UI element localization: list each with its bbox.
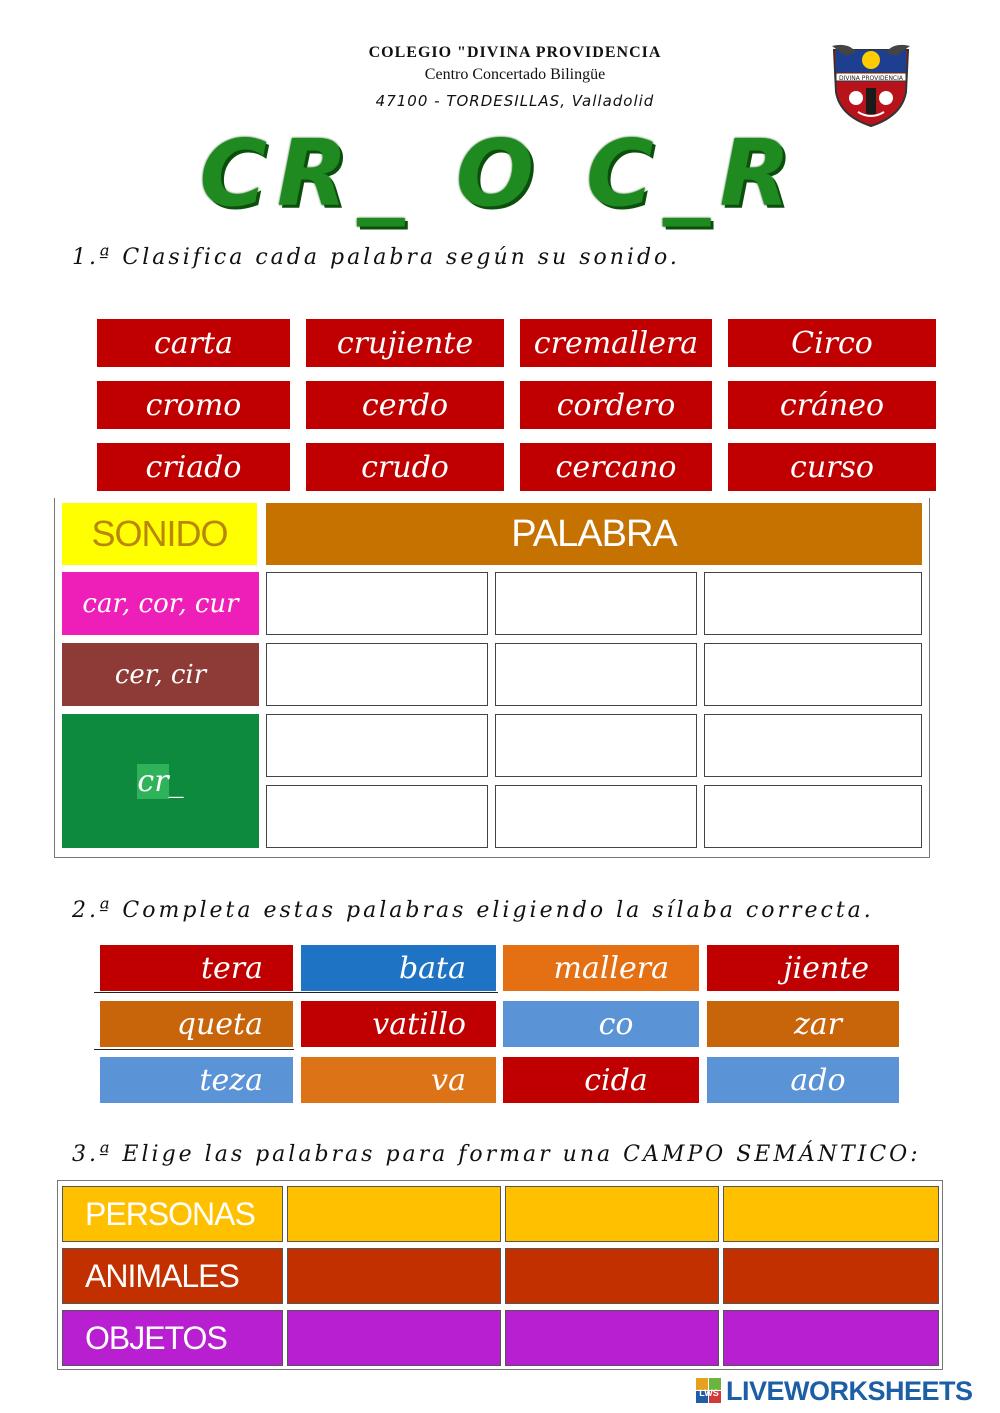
word-tile[interactable]: cordero [520, 381, 712, 429]
crest-banner: DIVINA PROVIDENCIA [838, 75, 904, 82]
sound-label-cr-suffix: _ [168, 763, 184, 799]
word-tile[interactable]: criado [97, 443, 290, 491]
category-answer-cell[interactable] [287, 1310, 501, 1366]
category-answer-cell[interactable] [505, 1186, 719, 1242]
answer-underline [94, 1049, 294, 1050]
syllable-word[interactable]: co [503, 1001, 699, 1047]
answer-cell[interactable] [704, 643, 922, 706]
category-objetos: OBJETOS [62, 1310, 283, 1366]
syllable-word[interactable]: mallera [503, 945, 699, 991]
word-tile[interactable]: cromo [97, 381, 290, 429]
answer-cell[interactable] [266, 643, 488, 706]
answer-cell[interactable] [495, 785, 697, 848]
answer-cell[interactable] [495, 643, 697, 706]
sound-label-cr [62, 714, 259, 848]
answer-cell[interactable] [704, 714, 922, 777]
syllable-word[interactable]: jiente [707, 945, 899, 991]
category-answer-cell[interactable] [287, 1248, 501, 1304]
category-answer-cell[interactable] [723, 1186, 939, 1242]
category-answer-cell[interactable] [505, 1248, 719, 1304]
syllable-word[interactable]: tera [100, 945, 293, 991]
instruction-3: 3.ª Elige las palabras para formar una CAMPO SEMÁNTICO: [72, 1142, 921, 1167]
syllable-word[interactable]: vatillo [301, 1001, 496, 1047]
answer-cell[interactable] [704, 572, 922, 635]
syllable-word[interactable]: va [301, 1057, 496, 1103]
syllable-word[interactable]: zar [707, 1001, 899, 1047]
lws-logo-letters: LWS [699, 1388, 719, 1398]
school-name: COLEGIO "DIVINA PROVIDENCIA [368, 44, 662, 61]
category-answer-cell[interactable] [723, 1310, 939, 1366]
answer-cell[interactable] [495, 572, 697, 635]
word-tile[interactable]: Circo [728, 319, 936, 367]
semantic-field-table [57, 1180, 943, 1370]
word-tile[interactable]: cerdo [306, 381, 504, 429]
school-crest-icon [828, 40, 914, 128]
word-tile[interactable]: cráneo [728, 381, 936, 429]
word-tile[interactable]: cremallera [520, 319, 712, 367]
category-answer-cell[interactable] [723, 1248, 939, 1304]
answer-cell[interactable] [266, 572, 488, 635]
sound-label-cr-prefix: cr [137, 763, 169, 799]
main-title: CR_ O C_R [199, 120, 801, 227]
word-tile[interactable]: cercano [520, 443, 712, 491]
sound-label-car-cor-cur: car, cor, cur [62, 572, 259, 635]
answer-cell[interactable] [495, 714, 697, 777]
word-tile[interactable]: crudo [306, 443, 504, 491]
liveworksheets-logo[interactable] [696, 1374, 996, 1408]
lws-logo-icon [696, 1378, 722, 1404]
syllable-word[interactable]: bata [301, 945, 496, 991]
answer-underline [94, 992, 498, 993]
syllable-word[interactable]: queta [100, 1001, 293, 1047]
header-palabra: PALABRA [266, 503, 922, 565]
answer-cell[interactable] [266, 785, 488, 848]
footer-brand: LIVEWORKSHEETS [726, 1375, 973, 1406]
sound-label-cer-cir: cer, cir [62, 643, 259, 706]
answer-cell[interactable] [704, 785, 922, 848]
word-tile[interactable]: carta [97, 319, 290, 367]
school-address: 47100 - TORDESILLAS, Valladolid [375, 92, 655, 110]
header-sonido: SONIDO [62, 503, 257, 565]
classification-table [54, 498, 930, 858]
instruction-1: 1.ª Clasifica cada palabra según su sonido. [72, 245, 680, 270]
category-answer-cell[interactable] [505, 1310, 719, 1366]
category-answer-cell[interactable] [287, 1186, 501, 1242]
answer-cell[interactable] [266, 714, 488, 777]
instruction-2: 2.ª Completa estas palabras eligiendo la sílaba correcta. [72, 898, 874, 923]
syllable-word[interactable]: teza [100, 1057, 293, 1103]
category-animales: ANIMALES [62, 1248, 283, 1304]
syllable-word[interactable]: cida [503, 1057, 699, 1103]
word-tile[interactable]: curso [728, 443, 936, 491]
syllable-word[interactable]: ado [707, 1057, 899, 1103]
school-subtitle: Centro Concertado Bilingüe [424, 66, 606, 83]
category-personas: PERSONAS [62, 1186, 283, 1242]
word-tile[interactable]: crujiente [306, 319, 504, 367]
